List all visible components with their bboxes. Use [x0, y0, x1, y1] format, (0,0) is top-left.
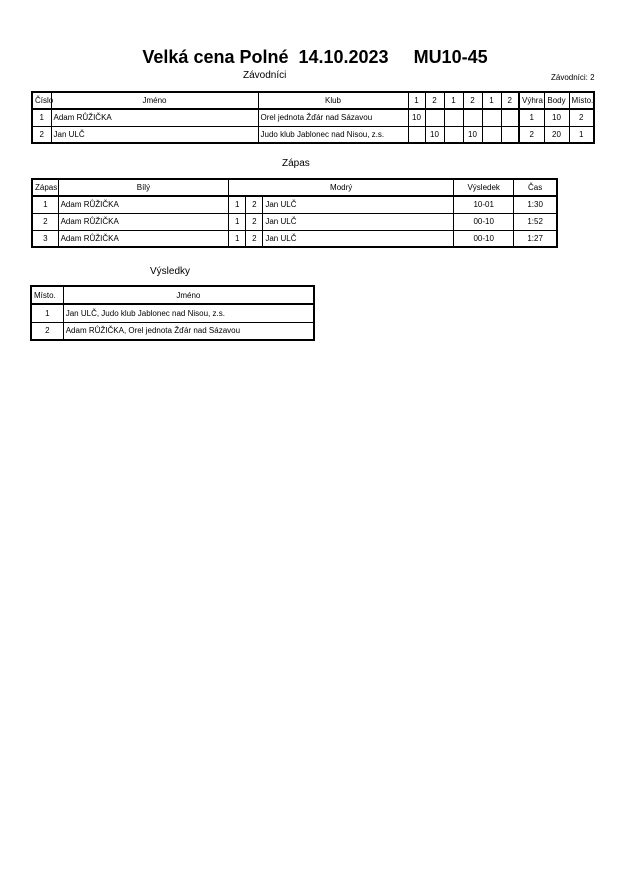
col-round: 1 — [444, 92, 463, 109]
table-row — [32, 213, 557, 230]
col-name: Jméno — [51, 92, 258, 109]
cell — [482, 109, 501, 126]
cell — [408, 126, 425, 143]
cell: Adam RŮŽIČKA, Orel jednota Žďár nad Sázavou — [63, 322, 314, 340]
cell — [425, 109, 444, 126]
cell: 10 — [408, 109, 425, 126]
cell: 20 — [544, 126, 569, 143]
col-round: 1 — [482, 92, 501, 109]
results-heading: Výsledky — [150, 266, 191, 277]
cell: 1 — [569, 126, 594, 143]
results-header-row — [31, 286, 314, 304]
competitors-count: Závodníci: 2 — [551, 73, 595, 82]
col-blue: Modrý — [229, 179, 454, 196]
cell — [501, 126, 519, 143]
col-wins: Výhra — [519, 92, 544, 109]
col-result: Výsledek — [454, 179, 514, 196]
cell: 1 — [229, 213, 246, 230]
cell: Adam RŮŽIČKA — [51, 109, 258, 126]
table-row — [32, 230, 557, 247]
cell: 00-10 — [454, 213, 514, 230]
competitors-table — [31, 91, 595, 144]
cell: Judo klub Jablonec nad Nisou, z.s. — [258, 126, 408, 143]
cell: Adam RŮŽIČKA — [58, 230, 229, 247]
cell: 2 — [569, 109, 594, 126]
col-place: Místo. — [31, 286, 63, 304]
col-match: Zápas — [32, 179, 58, 196]
col-white: Bílý — [58, 179, 229, 196]
cell: 2 — [246, 196, 263, 213]
cell: 2 — [246, 230, 263, 247]
cell: Adam RŮŽIČKA — [58, 213, 229, 230]
cell: Jan ULČ — [263, 230, 454, 247]
results-table — [30, 285, 315, 341]
cell: 2 — [32, 213, 58, 230]
col-place: Místo. — [569, 92, 594, 109]
col-name: Jméno — [63, 286, 314, 304]
competitors-header-row — [32, 92, 594, 109]
cell: 10 — [463, 126, 482, 143]
col-round: 2 — [501, 92, 519, 109]
cell: 2 — [31, 322, 63, 340]
cell: 10-01 — [454, 196, 514, 213]
cell: 2 — [246, 213, 263, 230]
matches-heading: Zápas — [282, 158, 310, 169]
cell: 1 — [31, 304, 63, 322]
cell: Jan ULČ — [51, 126, 258, 143]
cell: Jan ULČ, Judo klub Jablonec nad Nisou, z.s. — [63, 304, 314, 322]
col-round: 2 — [425, 92, 444, 109]
cell: 3 — [32, 230, 58, 247]
cell: 1:27 — [514, 230, 557, 247]
competitors-heading: Závodníci — [243, 70, 287, 81]
cell — [463, 109, 482, 126]
col-club: Klub — [258, 92, 408, 109]
matches-table — [31, 178, 558, 248]
col-time: Čas — [514, 179, 557, 196]
cell: Orel jednota Žďár nad Sázavou — [258, 109, 408, 126]
cell: 1:52 — [514, 213, 557, 230]
cell: 1 — [32, 196, 58, 213]
col-round: 2 — [463, 92, 482, 109]
cell: 00-10 — [454, 230, 514, 247]
cell: 10 — [544, 109, 569, 126]
cell — [501, 109, 519, 126]
cell: 1 — [229, 196, 246, 213]
cell: 2 — [32, 126, 51, 143]
cell: Adam RŮŽIČKA — [58, 196, 229, 213]
table-row — [31, 322, 314, 340]
cell: 1 — [229, 230, 246, 247]
col-points: Body — [544, 92, 569, 109]
table-row — [31, 304, 314, 322]
cell: Jan ULČ — [263, 196, 454, 213]
table-row — [32, 126, 594, 143]
col-number: Číslo — [32, 92, 51, 109]
table-row — [32, 196, 557, 213]
page-title: Velká cena Polné 14.10.2023 MU10-45 — [142, 47, 488, 67]
cell — [482, 126, 501, 143]
cell: 1:30 — [514, 196, 557, 213]
matches-header-row — [32, 179, 557, 196]
cell: Jan ULČ — [263, 213, 454, 230]
cell — [444, 126, 463, 143]
cell: 2 — [519, 126, 544, 143]
cell: 1 — [32, 109, 51, 126]
col-round: 1 — [408, 92, 425, 109]
cell: 10 — [425, 126, 444, 143]
cell: 1 — [519, 109, 544, 126]
cell — [444, 109, 463, 126]
table-row — [32, 109, 594, 126]
